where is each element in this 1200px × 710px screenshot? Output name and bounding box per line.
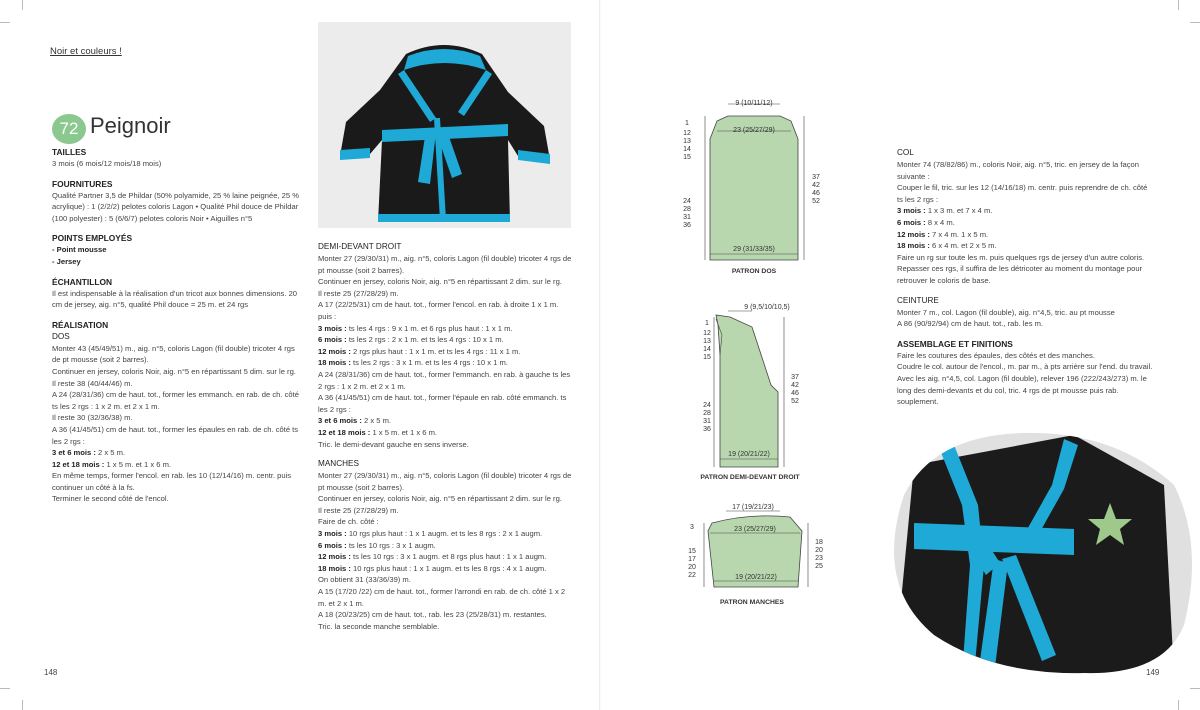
points-item: - Jersey (52, 256, 81, 266)
patron-dos-label: PATRON DOS (731, 268, 777, 275)
crop-mark (1178, 0, 1179, 10)
col-paragraph: 12 mois : 7 x 4 m. 1 x 5 m. (897, 229, 989, 239)
crop-mark (1190, 22, 1200, 23)
svg-text:52: 52 (791, 398, 799, 405)
svg-text:24: 24 (683, 198, 691, 205)
subsection-title-dos: DOS (52, 331, 70, 341)
manches-paragraph: On obtient 31 (33/36/39) m. (318, 575, 411, 585)
middle-column (318, 241, 574, 632)
bathrobe-illustration (318, 22, 571, 228)
col-paragraph: Faire un rg sur toute les m. puis quelques rgs de jersey d'un autre coloris. (897, 252, 1145, 262)
svg-text:1: 1 (705, 320, 709, 327)
manches-paragraph: Tric. la seconde manche semblable. (318, 621, 440, 631)
section-title-realisation: RÉALISATION (52, 319, 109, 330)
dos-bottom-dim: 29 (31/33/35) (733, 246, 775, 253)
svg-text:20: 20 (688, 564, 696, 571)
manches-paragraph: 12 mois : ts les 10 rgs : 3 x 1 augm. et 8 rgs plus haut : 1 x 1 augm. (318, 552, 547, 562)
manches-paragraph: A 15 (17/20 /22) cm de haut. tot., former l'arrondi en rab. de ch. côté 1 x 2 m. et 2 x 1 m. (318, 587, 566, 608)
svg-text:12: 12 (683, 130, 691, 137)
running-header: Noir et couleurs ! (50, 46, 122, 57)
demi-devant-paragraph: 18 mois : ts les 2 rgs : 3 x 1 m. et ts les 4 rgs : 10 x 1 m. (318, 358, 508, 368)
crop-mark (0, 688, 10, 689)
patron-devant-diagram (700, 304, 800, 481)
section-title-fournitures: FOURNITURES (52, 178, 113, 189)
dos-paragraph: A 24 (28/31/36) cm de haut. tot., former les emmanch. en rab. de ch. côté ts les 2 rgs : 1 x 2 m. et 2 x 1 m. (52, 390, 299, 411)
ceinture-paragraph: A 86 (90/92/94) cm de haut. tot., rab. les m. (897, 319, 1044, 329)
demi-devant-paragraph: 12 mois : 2 rgs plus haut : 1 x 1 m. et ts les 4 rgs : 11 x 1 m. (318, 346, 521, 356)
svg-text:15: 15 (688, 548, 696, 555)
manches-mid-dim: 23 (25/27/29) (734, 526, 776, 533)
svg-text:23: 23 (815, 555, 823, 562)
svg-text:28: 28 (683, 206, 691, 213)
manches-paragraph: 3 mois : 10 rgs plus haut : 1 x 1 augm. et ts les 8 rgs : 2 x 1 augm. (318, 529, 543, 539)
demi-devant-paragraph: 6 mois : ts les 2 rgs : 2 x 1 m. et ts les 4 rgs : 10 x 1 m. (318, 335, 504, 345)
demi-devant-paragraph: A 24 (28/31/36) cm de haut. tot., former l'emmanch. en rab. à gauche ts les 2 rgs : 1 x 2 m. et 2 x 1 m. (318, 369, 571, 391)
fournitures-text: Qualité Partner 3,5 de Phildar (50% polyamide, 25 % laine peignée, 25 % acrylique) : 1 (2/2/2) pelotes coloris Lagon • Qualité Phil douce de Phildar (100 polyester) : 5 (6/6/7) pelotes coloris Noir • Aiguilles n°5 (52, 190, 299, 223)
devant-top-dim: 9 (9,5/10/10,5) (744, 304, 790, 311)
svg-text:31: 31 (703, 418, 711, 425)
manches-paragraph: Il reste 25 (27/28/29) m. (318, 505, 399, 515)
dos-paragraph: 3 et 6 mois : 2 x 5 m. (52, 448, 126, 458)
dos-paragraph: 12 et 18 mois : 1 x 5 m. et 1 x 6 m. (52, 459, 172, 469)
dos-paragraph: Il reste 30 (32/36/38) m. (52, 413, 133, 423)
demi-devant-paragraph: A 17 (22/25/31) cm de haut. tot., former l'encol. en rab. à droite 1 x 1 m. puis : (318, 300, 559, 321)
col-paragraph: Repasser ces rgs, il suffira de les détricoter au moment du montage pour retrouver le coloris de base. (897, 264, 1143, 285)
manches-paragraph: Continuer en jersey, coloris Noir, aig. n°5 en répartissant 2 dim. sur le rg. (318, 494, 562, 504)
patron-dos-diagram (683, 100, 820, 275)
svg-text:31: 31 (683, 214, 691, 221)
svg-text:42: 42 (791, 382, 799, 389)
pattern-number-badge: 72 (52, 114, 86, 144)
assemblage-paragraph: Coudre le col. autour de l'encol., m. par m., à pts arrière sur l'end. du travail. (897, 362, 1153, 372)
dos-paragraph: Terminer le second côté de l'encol. (52, 494, 169, 504)
dos-shoulder-dim: 23 (25/27/29) (733, 127, 775, 134)
section-title-assemblage: ASSEMBLAGE ET FINITIONS (897, 338, 1013, 349)
patron-manches-label: PATRON MANCHES (720, 599, 784, 606)
crop-mark (1190, 688, 1200, 689)
svg-text:46: 46 (812, 190, 820, 197)
svg-text:14: 14 (703, 346, 711, 353)
patron-devant-label: PATRON DEMI-DEVANT DROIT (700, 474, 800, 481)
dos-paragraph: En même temps, former l'encol. en rab. les 10 (12/14/16) m. centr. puis continuer un côté à la fs. (52, 471, 292, 492)
section-title-points: POINTS EMPLOYÉS (52, 233, 133, 244)
manches-bottom-dim: 19 (20/21/22) (735, 574, 777, 581)
svg-text:42: 42 (812, 182, 820, 189)
svg-text:13: 13 (683, 138, 691, 145)
patron-manches-diagram (688, 504, 823, 606)
crop-mark (1178, 700, 1179, 710)
svg-text:37: 37 (791, 374, 799, 381)
manches-paragraph: Faire de ch. côté : (318, 517, 379, 527)
manches-paragraph: 6 mois : ts les 10 rgs : 3 x 1 augm. (318, 540, 436, 550)
demi-devant-paragraph: Il reste 25 (27/28/29) m. (318, 288, 399, 298)
pattern-diagrams (670, 95, 890, 615)
svg-text:37: 37 (812, 174, 820, 181)
svg-text:36: 36 (683, 222, 691, 229)
dos-paragraph: Il reste 38 (40/44/46) m. (52, 378, 133, 388)
pattern-title: Peignoir (90, 113, 171, 138)
svg-text:20: 20 (815, 547, 823, 554)
col-paragraph: Monter 74 (78/82/86) m., coloris Noir, aig. n°5, tric. en jersey de la façon suivante : (897, 160, 1139, 181)
manches-paragraph: 18 mois : 10 rgs plus haut : 1 x 1 augm. et ts les 8 rgs : 4 x 1 augm. (318, 563, 547, 573)
demi-devant-paragraph: A 36 (41/45/51) cm de haut. tot., former l'épaule en rab. côté emmanch. ts les 2 rgs : (318, 393, 567, 414)
svg-text:52: 52 (812, 198, 820, 205)
dos-left-top: 1 (685, 120, 689, 127)
svg-text:18: 18 (815, 539, 823, 546)
page-number-left: 148 (44, 668, 58, 677)
svg-text:14: 14 (683, 146, 691, 153)
demi-devant-paragraph: 3 mois : ts les 4 rgs : 9 x 1 m. et 6 rgs plus haut : 1 x 1 m. (318, 323, 513, 333)
subsection-title-col: COL (897, 148, 914, 157)
crop-mark (22, 0, 23, 10)
svg-text:25: 25 (815, 563, 823, 570)
svg-text:13: 13 (703, 338, 711, 345)
svg-text:15: 15 (683, 154, 691, 161)
ceinture-paragraph: Monter 7 m., col. Lagon (fil double), aig. n°4,5, tric. au pt mousse (897, 307, 1115, 317)
devant-bottom-dim: 19 (20/21/22) (728, 451, 770, 458)
manches-paragraph: A 18 (20/23/25) cm de haut. tot., rab. les 23 (25/28/31) m. restantes. (318, 610, 547, 620)
svg-text:15: 15 (703, 354, 711, 361)
echantillon-text: Il est indispensable à la réalisation d'un tricot aux bonnes dimensions. 20 cm de jersey, aig. n°5, qualité Phil douce = 25 m. et 24 rgs (52, 288, 298, 310)
manches-paragraph: Monter 27 (29/30/31) m., aig. n°5, coloris Lagon (fil double) tricoter 4 rgs de pt mousse (soit 2 barres). (318, 471, 572, 492)
subsection-title-ceinture: CEINTURE (897, 295, 939, 305)
manches-top-dim: 17 (19/21/23) (732, 504, 774, 511)
subsection-title-manches: MANCHES (318, 459, 359, 469)
assemblage-paragraph: Avec les aig. n°4,5, col. Lagon (fil double), relever 196 (222/243/273) m. le long des demi-devants et du col, tric. 4 rgs de pt mousse puis rab. souplement. (897, 373, 1147, 407)
svg-text:36: 36 (703, 426, 711, 433)
demi-devant-paragraph: Tric. le demi-devant gauche en sens inverse. (318, 439, 469, 449)
crop-mark (0, 22, 10, 23)
svg-text:46: 46 (791, 390, 799, 397)
demi-devant-paragraph: Continuer en jersey, coloris Noir, aig. n°5 en répartissant 2 dim. sur le rg. (318, 277, 562, 287)
dos-paragraph: Monter 43 (45/49/51) m., aig. n°5, coloris Lagon (fil double) tricoter 4 rgs de pt mousse (soit 2 barres). (52, 343, 295, 365)
svg-text:22: 22 (688, 572, 696, 579)
demi-devant-paragraph: 12 et 18 mois : 1 x 5 m. et 1 x 6 m. (318, 427, 438, 437)
tailles-text: 3 mois (6 mois/12 mois/18 mois) (52, 159, 162, 168)
col-paragraph: Couper le fil, tric. sur les 12 (14/16/18) m. centr. puis reprendre de ch. côté ts les 2 rgs : (897, 183, 1148, 204)
crop-mark (22, 700, 23, 710)
svg-text:12: 12 (703, 330, 711, 337)
dos-paragraph: Continuer en jersey, coloris Noir, aig. n°5 en répartissant 5 dim. sur le rg. (52, 366, 296, 376)
bathrobe-closeup-photo (874, 425, 1200, 685)
col-paragraph: 3 mois : 1 x 3 m. et 7 x 4 m. (897, 206, 993, 216)
svg-text:3: 3 (690, 524, 694, 531)
right-column (897, 147, 1155, 408)
col-paragraph: 18 mois : 6 x 4 m. et 2 x 5 m. (897, 241, 997, 251)
left-column (52, 146, 304, 505)
svg-text:17: 17 (688, 556, 696, 563)
points-item: - Point mousse (52, 245, 107, 255)
svg-text:24: 24 (703, 402, 711, 409)
demi-devant-paragraph: 3 et 6 mois : 2 x 5 m. (318, 416, 392, 426)
col-paragraph: 6 mois : 8 x 4 m. (897, 217, 955, 227)
right-page (600, 0, 1200, 710)
svg-text:28: 28 (703, 410, 711, 417)
section-title-echantillon: ÉCHANTILLON (52, 276, 113, 287)
dos-top-dim: 9 (10/11/12) (735, 100, 773, 107)
dos-paragraph: A 36 (41/45/51) cm de haut. tot., former les épaules en rab. de ch. côté ts les 2 rgs : (52, 424, 299, 446)
subsection-title-demi-devant: DEMI-DEVANT DROIT (318, 242, 402, 251)
bathrobe-photo (318, 22, 571, 228)
assemblage-paragraph: Faire les coutures des épaules, des côtés et des manches. (897, 350, 1095, 360)
section-title-tailles: TAILLES (52, 147, 87, 157)
demi-devant-paragraph: Monter 27 (29/30/31) m., aig. n°5, coloris Lagon (fil double) tricoter 4 rgs de pt mousse (soit 2 barres). (318, 254, 572, 275)
page-number-right: 149 (1146, 668, 1160, 677)
